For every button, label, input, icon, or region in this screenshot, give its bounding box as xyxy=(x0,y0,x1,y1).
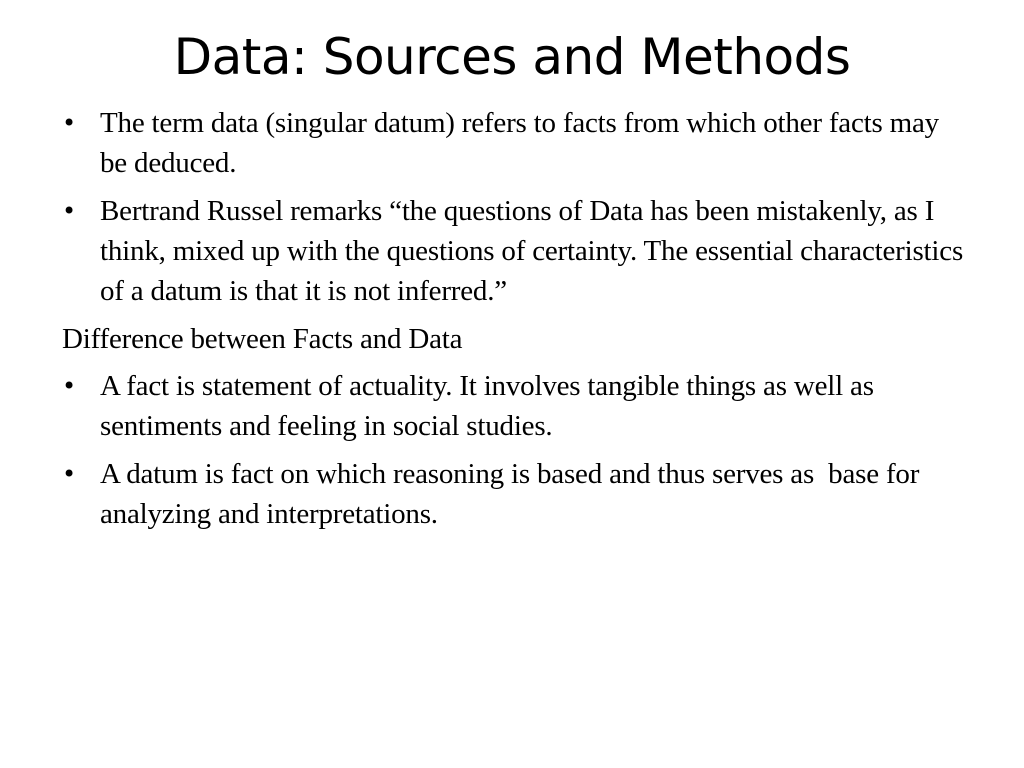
bullet-icon: • xyxy=(62,109,76,137)
bullet-text: A fact is statement of actuality. It involves tangible things as well as sentiments and feeling in social studies. xyxy=(100,370,874,442)
bullet-text: Bertrand Russel remarks “the questions of Data has been mistakenly, as I think, mixed up with the questions of certainty. The essential characteristics of a datum is that it is not inferred.” xyxy=(100,195,964,307)
bullet-text: A datum is fact on which reasoning is based and thus serves as base for analyzing and interpretations. xyxy=(100,458,927,530)
bullet-text: The term data (singular datum) refers to facts from which other facts may be deduced. xyxy=(100,107,939,179)
bullet-icon: • xyxy=(62,460,76,488)
bullet-item-data-definition xyxy=(62,103,972,183)
bullet-item-russel-quote xyxy=(62,191,972,311)
slide-title: Data: Sources and Methods xyxy=(173,28,851,86)
bullet-icon: • xyxy=(62,372,76,400)
bullet-icon: • xyxy=(62,197,76,225)
section-heading: Difference between Facts and Data xyxy=(62,323,463,355)
bullet-item-fact-definition xyxy=(62,366,972,446)
bullet-item-datum-definition xyxy=(62,454,972,534)
slide-content xyxy=(62,103,972,542)
